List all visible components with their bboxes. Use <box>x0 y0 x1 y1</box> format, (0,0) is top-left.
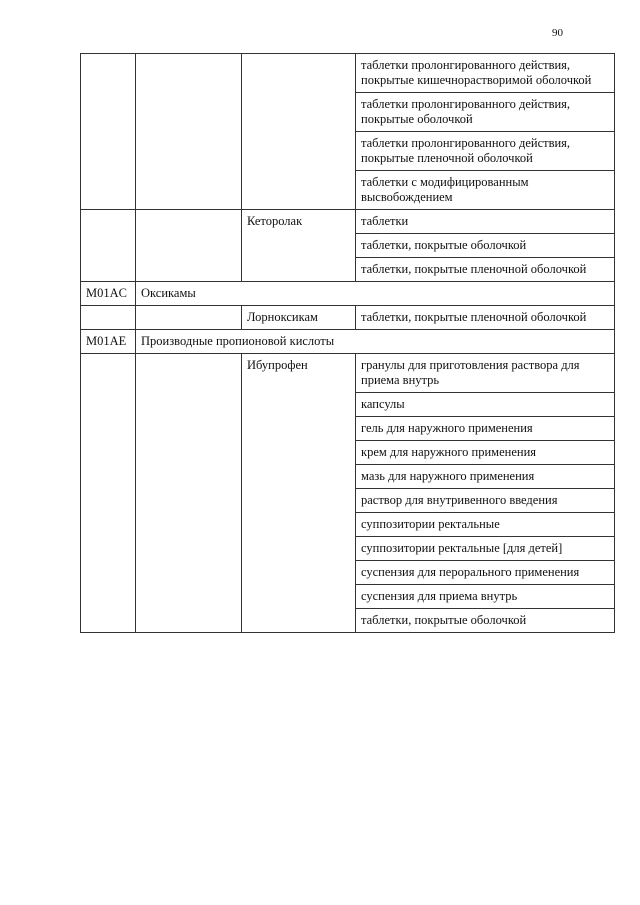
atc-code-m01ae: M01AE <box>81 330 136 354</box>
dosage-form-cell: капсулы <box>356 393 615 417</box>
atc-group-cell <box>136 210 242 282</box>
dosage-form-cell: суспензия для приема внутрь <box>356 585 615 609</box>
drug-list-table <box>80 53 615 633</box>
drug-name-lornoxicam: Лорноксикам <box>242 306 356 330</box>
dosage-form-cell: раствор для внутривенного введения <box>356 489 615 513</box>
dosage-form-cell: суспензия для перорального применения <box>356 561 615 585</box>
atc-group-title-m01ae: Производные пропионовой кислоты <box>136 330 615 354</box>
atc-group-cell <box>136 54 242 210</box>
dosage-form-cell: таблетки, покрытые пленочной оболочкой <box>356 306 615 330</box>
dosage-form-cell: таблетки пролонгированного действия, покрытые оболочкой <box>356 93 615 132</box>
dosage-form-cell: таблетки пролонгированного действия, покрытые кишечнорастворимой оболочкой <box>356 54 615 93</box>
atc-code-cell <box>81 54 136 210</box>
drug-name-ketorolac: Кеторолак <box>242 210 356 282</box>
dosage-form-cell: суппозитории ректальные <box>356 513 615 537</box>
table-row <box>81 54 615 93</box>
table-row <box>81 210 615 234</box>
dosage-form-cell: мазь для наружного применения <box>356 465 615 489</box>
dosage-form-cell: суппозитории ректальные [для детей] <box>356 537 615 561</box>
atc-code-cell <box>81 306 136 330</box>
table-row <box>81 354 615 393</box>
dosage-form-cell: таблетки с модифицированным высвобождением <box>356 171 615 210</box>
dosage-form-cell: таблетки <box>356 210 615 234</box>
dosage-form-cell: таблетки пролонгированного действия, покрытые пленочной оболочкой <box>356 132 615 171</box>
atc-code-m01ac: M01AC <box>81 282 136 306</box>
dosage-form-cell: таблетки, покрытые оболочкой <box>356 234 615 258</box>
atc-group-cell <box>136 354 242 633</box>
atc-code-cell <box>81 210 136 282</box>
table-row <box>81 330 615 354</box>
atc-group-cell <box>136 306 242 330</box>
table-row <box>81 306 615 330</box>
dosage-form-cell: таблетки, покрытые пленочной оболочкой <box>356 258 615 282</box>
drug-name-cell <box>242 54 356 210</box>
page-number: 90 <box>552 27 563 39</box>
dosage-form-cell: крем для наружного применения <box>356 441 615 465</box>
dosage-form-cell: гранулы для приготовления раствора для приема внутрь <box>356 354 615 393</box>
dosage-form-cell: гель для наружного применения <box>356 417 615 441</box>
atc-group-title-m01ac: Оксикамы <box>136 282 615 306</box>
table-row <box>81 282 615 306</box>
drug-name-ibuprofen: Ибупрофен <box>242 354 356 633</box>
dosage-form-cell: таблетки, покрытые оболочкой <box>356 609 615 633</box>
atc-code-cell <box>81 354 136 633</box>
